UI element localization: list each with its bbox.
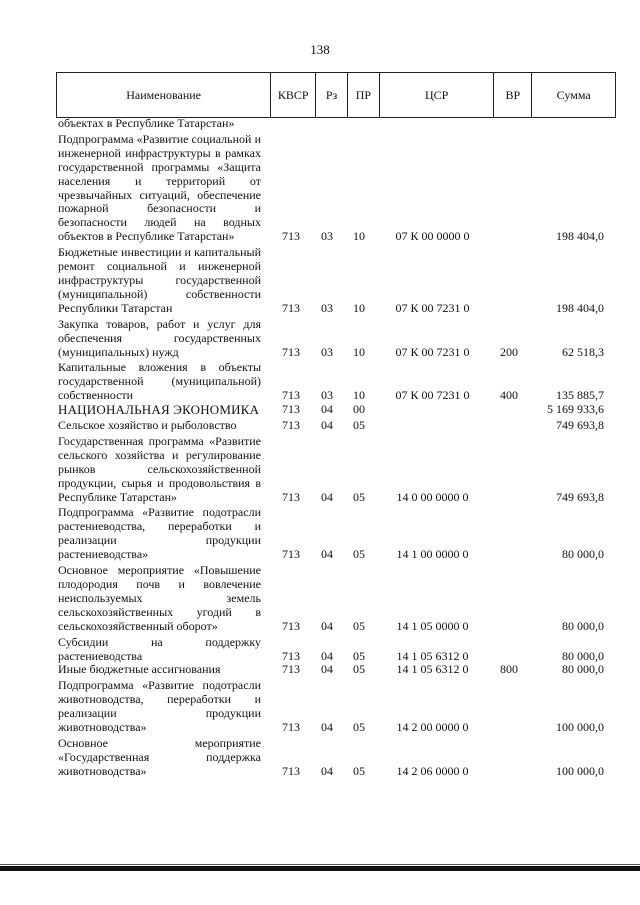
row-vr: 400 xyxy=(500,388,518,403)
row-csr: 14 0 00 0000 0 xyxy=(396,489,469,504)
row-sum: 198 404,0 xyxy=(556,229,604,244)
row-name: Бюджетные инвестиции и капитальный ремонт социальной и инженерной инфраструктуры государственной (муниципальной) собственности Республики Татарстан xyxy=(58,245,261,315)
row-kvsr: 713 xyxy=(282,720,300,735)
row-kvsr: 713 xyxy=(282,344,300,359)
row-sum: 5 169 933,6 xyxy=(547,402,604,417)
row-kvsr: 713 xyxy=(282,763,300,778)
row-csr: 07 К 00 7231 0 xyxy=(395,344,470,359)
row-vr: 200 xyxy=(500,344,518,359)
row-pr: 05 xyxy=(353,763,365,778)
row-sum: 80 000,0 xyxy=(562,662,604,677)
row-kvsr: 713 xyxy=(282,618,300,633)
table-row xyxy=(56,737,616,779)
table-row xyxy=(56,663,616,677)
column-header-csr: ЦСР xyxy=(380,73,495,117)
row-pr: 10 xyxy=(353,229,365,244)
row-pr: 05 xyxy=(353,547,365,562)
row-name: Основное мероприятие «Государственная поддержка животноводства» xyxy=(58,735,261,778)
row-sum: 749 693,8 xyxy=(556,489,604,504)
row-csr: 07 К 00 7231 0 xyxy=(395,388,470,403)
row-rz: 04 xyxy=(321,489,333,504)
row-sum: 198 404,0 xyxy=(556,300,604,315)
row-name: Иные бюджетные ассигнования xyxy=(58,662,221,677)
row-name: Основное мероприятие «Повышение плодородия почв и вовлечение неиспользуемых земель сельскохозяйственных угодий в сельскохозяйственный оборот» xyxy=(58,563,261,633)
row-name: Сельское хозяйство и рыболовство xyxy=(58,418,237,433)
row-name: Подпрограмма «Развитие подотрасли животноводства, переработки и реализации продукции животноводства» xyxy=(58,678,261,735)
row-rz: 04 xyxy=(321,618,333,633)
row-rz: 03 xyxy=(321,344,333,359)
row-csr: 07 К 00 7231 0 xyxy=(395,300,470,315)
table-row xyxy=(56,636,616,664)
row-name: НАЦИОНАЛЬНАЯ ЭКОНОМИКА xyxy=(58,402,260,418)
row-csr: 14 2 06 0000 0 xyxy=(396,763,469,778)
table-row xyxy=(56,506,616,562)
row-kvsr: 713 xyxy=(282,418,300,433)
row-csr: 07 К 00 0000 0 xyxy=(395,229,470,244)
row-name: Капитальные вложения в объекты государственной (муниципальной) собственности xyxy=(58,360,261,403)
table-row xyxy=(56,117,616,131)
row-sum: 100 000,0 xyxy=(556,720,604,735)
row-csr: 14 1 05 0000 0 xyxy=(396,618,469,633)
row-name: Закупка товаров, работ и услуг для обеспечения государственных (муниципальных) нужд xyxy=(58,316,261,359)
row-name: объектах в Республике Татарстан» xyxy=(58,116,235,130)
row-pr: 10 xyxy=(353,344,365,359)
table-row xyxy=(56,361,616,403)
budget-table-body xyxy=(56,117,616,779)
bottom-divider xyxy=(0,864,640,865)
column-header-sum: Сумма xyxy=(556,87,591,102)
table-row xyxy=(56,564,616,634)
row-vr: 800 xyxy=(500,662,518,677)
row-kvsr: 713 xyxy=(282,547,300,562)
row-pr: 05 xyxy=(353,489,365,504)
row-rz: 03 xyxy=(321,229,333,244)
table-row xyxy=(56,318,616,360)
row-sum: 62 518,3 xyxy=(562,344,604,359)
row-rz: 04 xyxy=(321,648,333,663)
table-row xyxy=(56,435,616,505)
row-csr: 14 2 00 0000 0 xyxy=(396,720,469,735)
row-csr: 14 1 00 0000 0 xyxy=(396,547,469,562)
table-row xyxy=(56,419,616,433)
column-header-kvsr: КВСР xyxy=(271,73,316,117)
row-csr: 14 1 05 6312 0 xyxy=(396,662,469,677)
row-kvsr: 713 xyxy=(282,489,300,504)
row-sum: 100 000,0 xyxy=(556,763,604,778)
row-kvsr: 713 xyxy=(282,229,300,244)
row-name: Подпрограмма «Развитие подотрасли растениеводства, переработки и реализации продукции растениеводства» xyxy=(58,505,261,562)
table-row xyxy=(56,246,616,316)
row-pr: 05 xyxy=(353,618,365,633)
row-pr: 05 xyxy=(353,418,365,433)
row-rz: 04 xyxy=(321,402,333,417)
row-pr: 00 xyxy=(353,402,365,417)
row-rz: 04 xyxy=(321,547,333,562)
table-row xyxy=(56,403,616,417)
row-rz: 03 xyxy=(321,300,333,315)
row-kvsr: 713 xyxy=(282,388,300,403)
row-sum: 80 000,0 xyxy=(562,547,604,562)
row-kvsr: 713 xyxy=(282,402,300,417)
row-name: Субсидии на поддержку растениеводства xyxy=(58,634,261,663)
row-csr: 14 1 05 6312 0 xyxy=(396,648,469,663)
row-pr: 05 xyxy=(353,662,365,677)
row-pr: 05 xyxy=(353,648,365,663)
row-rz: 04 xyxy=(321,720,333,735)
table-row xyxy=(56,679,616,735)
table-row xyxy=(56,133,616,244)
row-sum: 80 000,0 xyxy=(562,648,604,663)
bottom-border xyxy=(0,866,640,871)
row-name: Государственная программа «Развитие сельского хозяйства и регулирование рынков сельскохозяйственной продукции, сырья и продовольствия в Республике Татарстан» xyxy=(58,433,261,504)
page-number: 138 xyxy=(310,42,330,57)
row-kvsr: 713 xyxy=(282,662,300,677)
row-kvsr: 713 xyxy=(282,300,300,315)
row-name: Подпрограмма «Развитие социальной и инженерной инфраструктуры в рамках государственной программы «Защита населения и территорий от чрезвычайных ситуаций, обеспечение пожарной безопасности и безопасности людей на водных объектов в Республике Татарстан» xyxy=(58,131,261,244)
row-rz: 04 xyxy=(321,662,333,677)
row-sum: 135 885,7 xyxy=(556,388,604,403)
row-pr: 10 xyxy=(353,300,365,315)
table-header xyxy=(56,72,616,118)
column-header-name: Наименование xyxy=(57,73,271,117)
row-pr: 10 xyxy=(353,388,365,403)
column-header-rz: Рз xyxy=(316,73,348,117)
row-sum: 80 000,0 xyxy=(562,618,604,633)
column-header-pr: ПР xyxy=(348,73,380,117)
row-kvsr: 713 xyxy=(282,648,300,663)
row-rz: 03 xyxy=(321,388,333,403)
column-header-vr: ВР xyxy=(494,73,532,117)
row-rz: 04 xyxy=(321,763,333,778)
row-pr: 05 xyxy=(353,720,365,735)
row-rz: 04 xyxy=(321,418,333,433)
row-sum: 749 693,8 xyxy=(556,418,604,433)
